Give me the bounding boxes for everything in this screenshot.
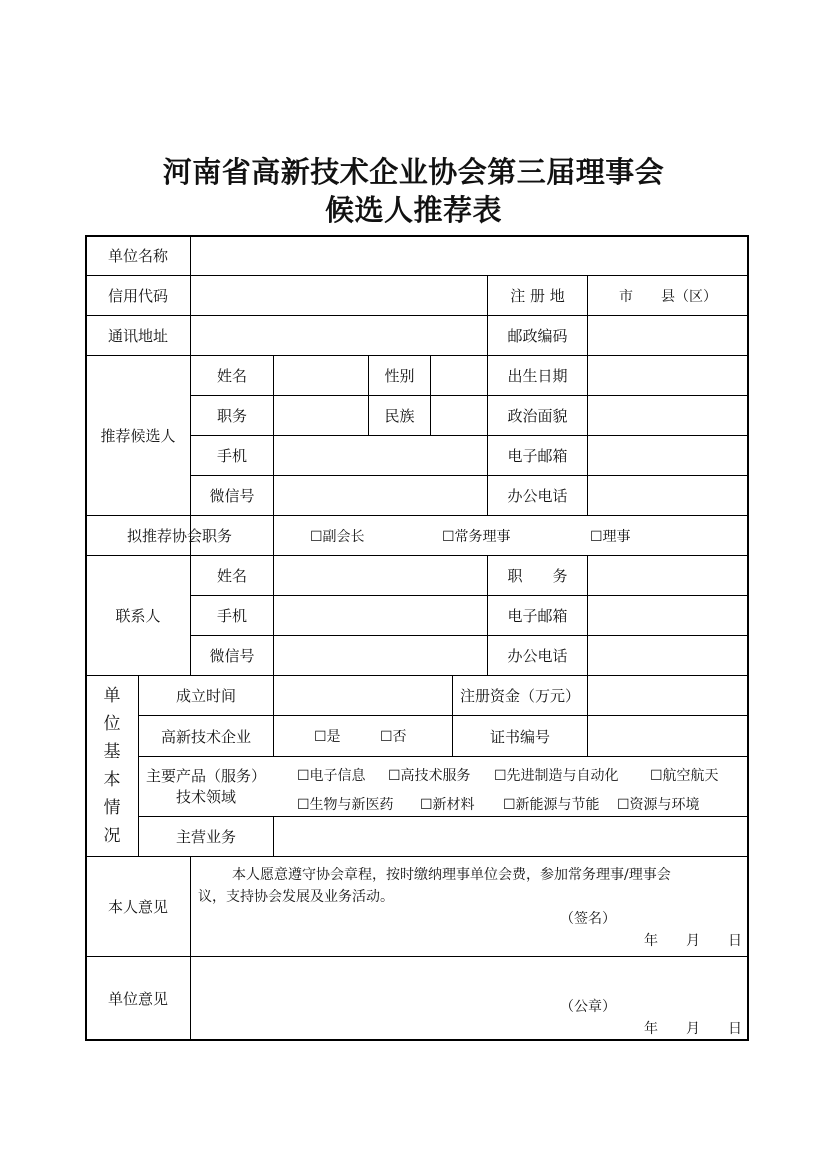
field-aerospace-checkbox[interactable]: ☐航空航天 xyxy=(650,768,719,784)
candidate-political-field[interactable] xyxy=(588,396,748,435)
register-place-field[interactable]: 市 县（区） xyxy=(619,288,717,305)
basic-char: 位 xyxy=(103,714,121,734)
candidate-wechat-label: 微信号 xyxy=(209,487,255,505)
field-advanced-manufacturing-checkbox[interactable]: ☐先进制造与自动化 xyxy=(494,768,619,784)
candidate-position-label: 职务 xyxy=(216,407,247,425)
candidate-email-field[interactable] xyxy=(588,436,748,475)
postcode-label: 邮政编码 xyxy=(507,327,568,345)
column-divider xyxy=(190,856,191,1041)
contact-email-field[interactable] xyxy=(588,596,748,635)
unit-opinion-date: 年 月 日 xyxy=(644,1021,742,1037)
field-biomedicine-checkbox[interactable]: ☐生物与新医药 xyxy=(297,797,394,813)
personal-opinion-date: 年 月 日 xyxy=(644,933,742,949)
address-field[interactable] xyxy=(191,316,487,355)
candidate-name-label: 姓名 xyxy=(216,367,247,385)
hitech-yes-checkbox[interactable]: ☐是 xyxy=(314,729,341,745)
contact-office-phone-label: 办公电话 xyxy=(507,647,568,665)
business-label: 主营业务 xyxy=(175,828,236,846)
personal-opinion-text-line1: 本人愿意遵守协会章程，按时缴纳理事单位会费，参加常务理事/理事会 xyxy=(232,867,671,883)
candidate-gender-field[interactable] xyxy=(431,356,487,395)
postcode-field[interactable] xyxy=(588,316,748,355)
contact-position-label: 职 务 xyxy=(507,567,568,585)
form-title-line2: 候选人推荐表 xyxy=(324,193,502,227)
capital-field[interactable] xyxy=(588,676,748,715)
candidate-birth-field[interactable] xyxy=(588,356,748,395)
products-label xyxy=(139,757,273,816)
candidate-ethnicity-label: 民族 xyxy=(384,407,415,425)
hitech-no-checkbox[interactable]: ☐否 xyxy=(380,729,407,745)
contact-office-phone-field[interactable] xyxy=(588,636,748,675)
candidate-section-label: 推荐候选人 xyxy=(100,427,176,445)
option-vice-president-checkbox[interactable]: ☐副会长 xyxy=(310,528,365,545)
signature-label: （签名） xyxy=(560,911,616,927)
basic-char: 基 xyxy=(103,742,121,762)
certificate-field[interactable] xyxy=(588,716,748,756)
unit-name-field[interactable] xyxy=(191,236,748,275)
founded-field[interactable] xyxy=(274,676,452,715)
basic-char: 情 xyxy=(103,798,121,818)
credit-code-field[interactable] xyxy=(191,276,487,315)
founded-label: 成立时间 xyxy=(175,687,236,705)
candidate-office-phone-label: 办公电话 xyxy=(507,487,568,505)
contact-name-field[interactable] xyxy=(274,556,487,595)
capital-label: 注册资金（万元） xyxy=(459,687,580,705)
contact-section-label: 联系人 xyxy=(115,607,161,625)
contact-email-label: 电子邮箱 xyxy=(507,607,568,625)
candidate-ethnicity-field[interactable] xyxy=(431,396,487,435)
proposed-position-label: 拟推荐协会职务 xyxy=(126,527,232,545)
business-field[interactable] xyxy=(274,817,748,856)
unit-name-label: 单位名称 xyxy=(107,247,168,265)
candidate-office-phone-field[interactable] xyxy=(588,476,748,515)
certificate-label: 证书编号 xyxy=(489,727,550,746)
hitech-label: 高新技术企业 xyxy=(160,727,251,746)
option-director-checkbox[interactable]: ☐理事 xyxy=(590,528,631,545)
products-label-line2: 技术领域 xyxy=(175,787,236,806)
personal-opinion-label: 本人意见 xyxy=(107,898,168,916)
contact-mobile-field[interactable] xyxy=(274,596,487,635)
field-hitech-service-checkbox[interactable]: ☐高技术服务 xyxy=(388,768,471,784)
contact-name-label: 姓名 xyxy=(216,567,247,585)
option-executive-director-checkbox[interactable]: ☐常务理事 xyxy=(442,528,511,545)
register-place-label: 注 册 地 xyxy=(510,287,565,305)
credit-code-label: 信用代码 xyxy=(107,287,168,305)
seal-label: （公章） xyxy=(560,999,616,1015)
candidate-birth-label: 出生日期 xyxy=(507,367,568,385)
basic-char: 本 xyxy=(103,770,121,790)
candidate-email-label: 电子邮箱 xyxy=(507,447,568,465)
contact-wechat-field[interactable] xyxy=(274,636,487,675)
candidate-political-label: 政治面貌 xyxy=(507,407,568,425)
candidate-name-field[interactable] xyxy=(274,356,368,395)
column-divider xyxy=(273,515,274,555)
candidate-position-field[interactable] xyxy=(274,396,368,435)
candidate-mobile-label: 手机 xyxy=(216,447,247,465)
field-new-materials-checkbox[interactable]: ☐新材料 xyxy=(420,797,475,813)
field-resources-environment-checkbox[interactable]: ☐资源与环境 xyxy=(617,797,700,813)
form-title-line1: 河南省高新技术企业协会第三届理事会 xyxy=(162,155,665,189)
basic-info-section-label xyxy=(86,676,138,856)
contact-wechat-label: 微信号 xyxy=(209,647,255,665)
candidate-gender-label: 性别 xyxy=(384,367,415,385)
field-electronics-checkbox[interactable]: ☐电子信息 xyxy=(297,768,366,784)
products-label-line1: 主要产品（服务） xyxy=(145,766,266,785)
personal-opinion-text-line2: 议，支持协会发展及业务活动。 xyxy=(198,889,394,905)
contact-mobile-label: 手机 xyxy=(216,607,247,625)
candidate-mobile-field[interactable] xyxy=(274,436,487,475)
address-label: 通讯地址 xyxy=(107,327,168,345)
basic-char: 单 xyxy=(103,686,121,706)
basic-char: 况 xyxy=(103,826,121,846)
unit-opinion-label: 单位意见 xyxy=(107,990,168,1008)
contact-position-field[interactable] xyxy=(588,556,748,595)
field-new-energy-checkbox[interactable]: ☐新能源与节能 xyxy=(503,797,600,813)
candidate-wechat-field[interactable] xyxy=(274,476,487,515)
